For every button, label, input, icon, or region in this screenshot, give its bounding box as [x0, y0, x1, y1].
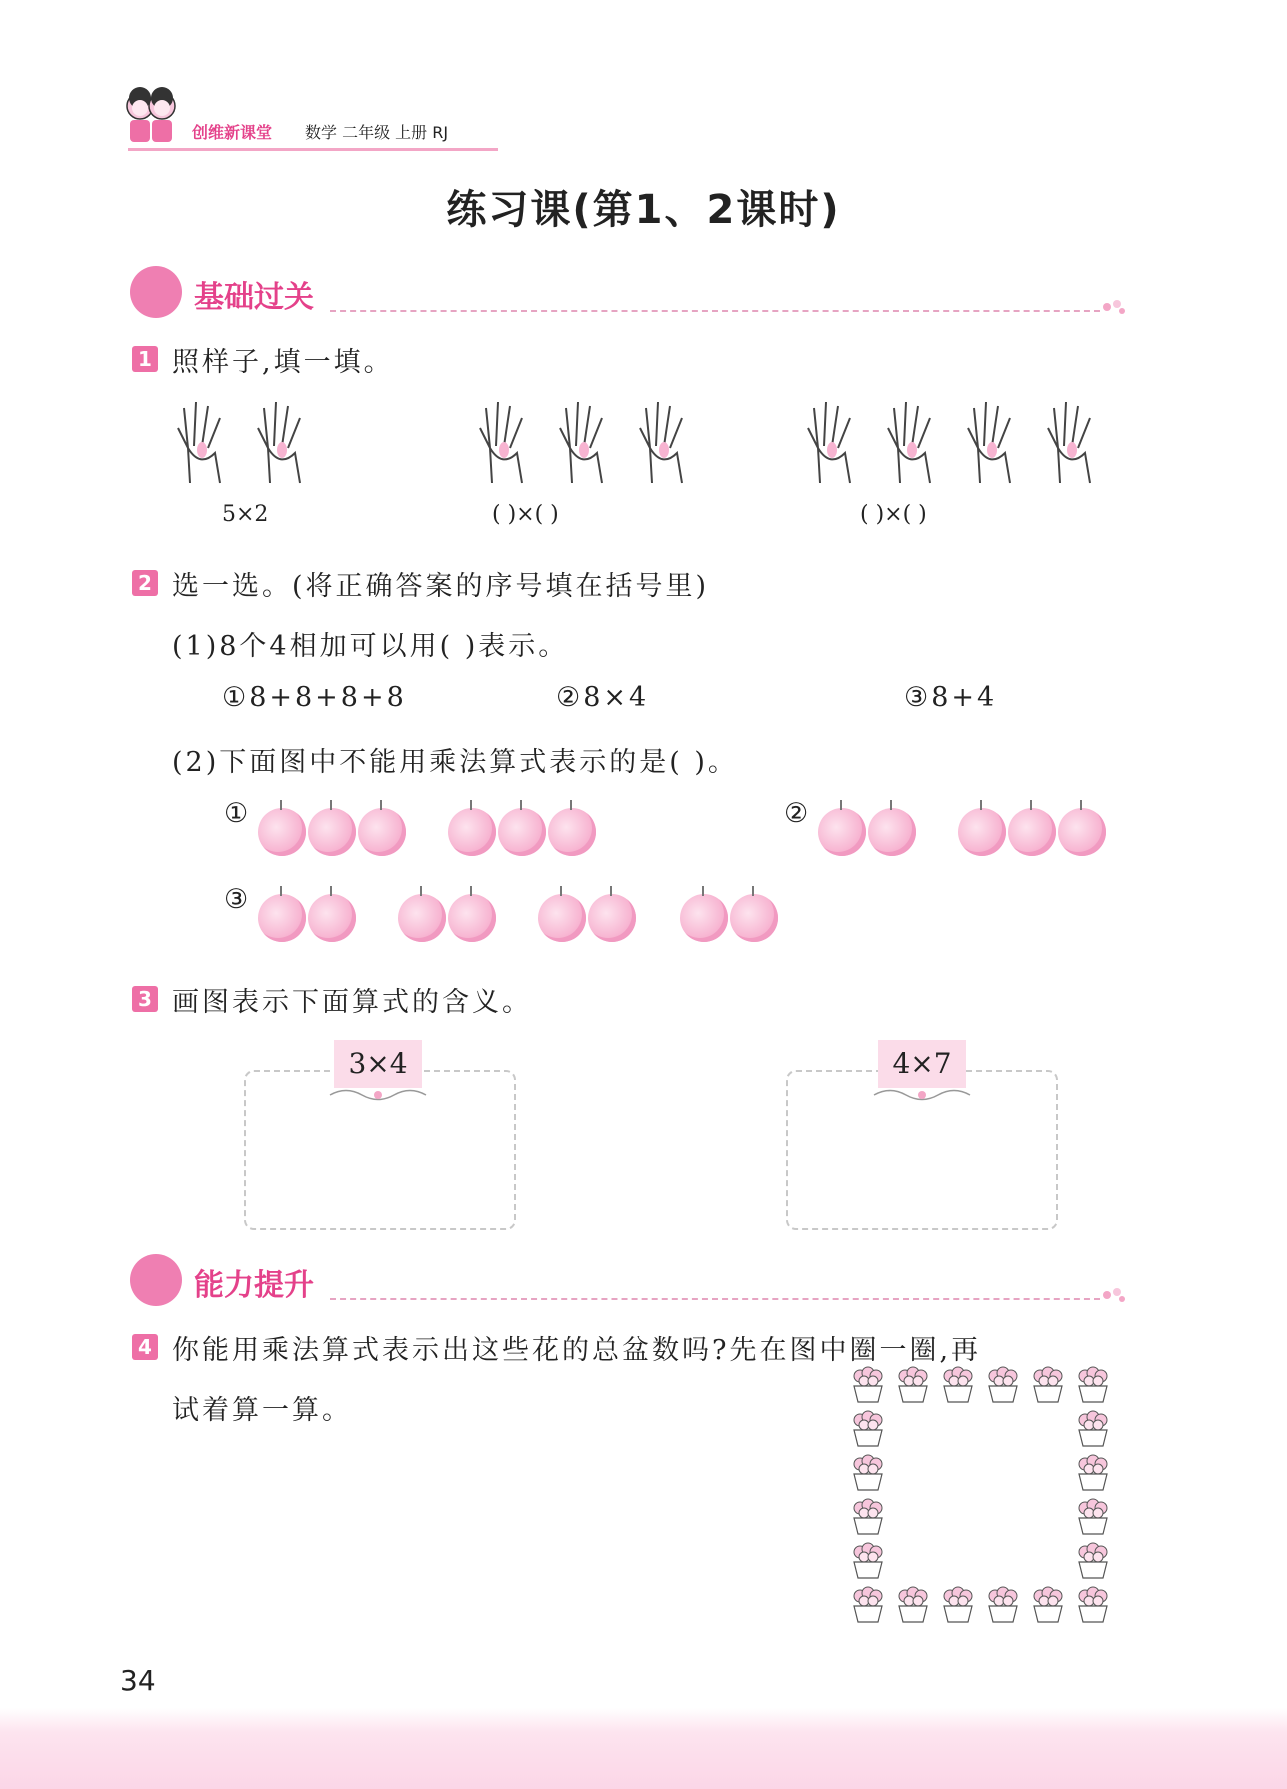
- answer-blank[interactable]: ( )×( ): [492, 502, 559, 527]
- question-part: (1)8个4相加可以用( )表示。: [172, 631, 569, 662]
- question-text: 选一选。(将正确答案的序号填在括号里): [172, 571, 710, 602]
- flower-pot-icon: [938, 1364, 978, 1404]
- apple-icon: [1058, 808, 1106, 856]
- expression-tag: 3×4: [334, 1040, 422, 1088]
- flower-pot-icon: [848, 1452, 888, 1492]
- section-badge-icon: [130, 266, 182, 318]
- apple-icon: [448, 894, 496, 942]
- footer-band: [0, 1708, 1287, 1789]
- flower-pot-icon: [1028, 1584, 1068, 1624]
- option: ②8×4: [556, 682, 650, 713]
- flower-pot-icon: [938, 1584, 978, 1624]
- section-divider: [330, 1298, 1100, 1300]
- apple-icon: [1008, 808, 1056, 856]
- flower-pot-icon: [848, 1364, 888, 1404]
- apple-icon: [868, 808, 916, 856]
- apple-icon: [448, 808, 496, 856]
- flower-pot-icon: [1073, 1408, 1113, 1448]
- hands-group-2: [170, 398, 330, 488]
- option-label: ③: [224, 884, 252, 915]
- option-label: ①: [224, 798, 252, 829]
- question-text: 你能用乘法算式表示出这些花的总盆数吗?先在图中圈一圈,再: [172, 1335, 982, 1366]
- apple-icon: [730, 894, 778, 942]
- dots-icon: [1102, 298, 1128, 316]
- mascot-logo-icon: [122, 86, 182, 152]
- apple-icon: [308, 894, 356, 942]
- flower-pot-icon: [1073, 1496, 1113, 1536]
- question-number: 2: [132, 570, 158, 596]
- ornament-icon: [326, 1086, 430, 1104]
- page-title: 练习课(第1、2课时): [446, 187, 841, 233]
- flower-pot-icon: [848, 1540, 888, 1580]
- flower-pot-icon: [848, 1408, 888, 1448]
- flower-pot-icon: [1073, 1452, 1113, 1492]
- apple-icon: [680, 894, 728, 942]
- question-number: 1: [132, 346, 158, 372]
- apple-icon: [498, 808, 546, 856]
- flower-pot-icon: [983, 1584, 1023, 1624]
- flower-pot-icon: [848, 1496, 888, 1536]
- hands-group-3: [472, 398, 712, 488]
- option: ①8+8+8+8: [222, 682, 407, 713]
- option: ③8+4: [904, 682, 998, 713]
- apple-icon: [308, 808, 356, 856]
- answer-blank[interactable]: ( )×( ): [860, 502, 927, 527]
- apple-icon: [538, 894, 586, 942]
- question-text: 试着算一算。: [172, 1395, 352, 1426]
- page-number: 34: [120, 1664, 156, 1697]
- question-text: 画图表示下面算式的含义。: [172, 987, 532, 1018]
- apple-icon: [818, 808, 866, 856]
- expression-tag: 4×7: [878, 1040, 966, 1088]
- apple-icon: [398, 894, 446, 942]
- section-title-advanced: 能力提升: [194, 1268, 314, 1303]
- flower-pot-icon: [1073, 1584, 1113, 1624]
- flower-pot-icon: [848, 1584, 888, 1624]
- question-number: 4: [132, 1334, 158, 1360]
- section-badge-icon: [130, 1254, 182, 1306]
- section-title-basic: 基础过关: [194, 280, 314, 315]
- apple-icon: [258, 894, 306, 942]
- flower-pot-icon: [893, 1364, 933, 1404]
- flower-pot-icon: [1028, 1364, 1068, 1404]
- header-divider: [128, 148, 498, 151]
- flower-pot-icon: [1073, 1540, 1113, 1580]
- flower-pot-icon: [893, 1584, 933, 1624]
- hands-group-4: [800, 398, 1120, 488]
- question-part: (2)下面图中不能用乘法算式表示的是( )。: [172, 747, 738, 778]
- apple-icon: [958, 808, 1006, 856]
- ornament-icon: [870, 1086, 974, 1104]
- apple-icon: [588, 894, 636, 942]
- flower-pot-icon: [983, 1364, 1023, 1404]
- apple-icon: [548, 808, 596, 856]
- answer-example: 5×2: [222, 502, 269, 527]
- section-divider: [330, 310, 1100, 312]
- apple-icon: [358, 808, 406, 856]
- flower-pot-icon: [1073, 1364, 1113, 1404]
- dots-icon: [1102, 1286, 1128, 1304]
- question-text: 照样子,填一填。: [172, 347, 394, 378]
- book-name: 创维新课堂: [192, 123, 273, 142]
- option-label: ②: [784, 798, 812, 829]
- question-number: 3: [132, 986, 158, 1012]
- apple-icon: [258, 808, 306, 856]
- book-info: 数学 二年级 上册 RJ: [305, 123, 449, 142]
